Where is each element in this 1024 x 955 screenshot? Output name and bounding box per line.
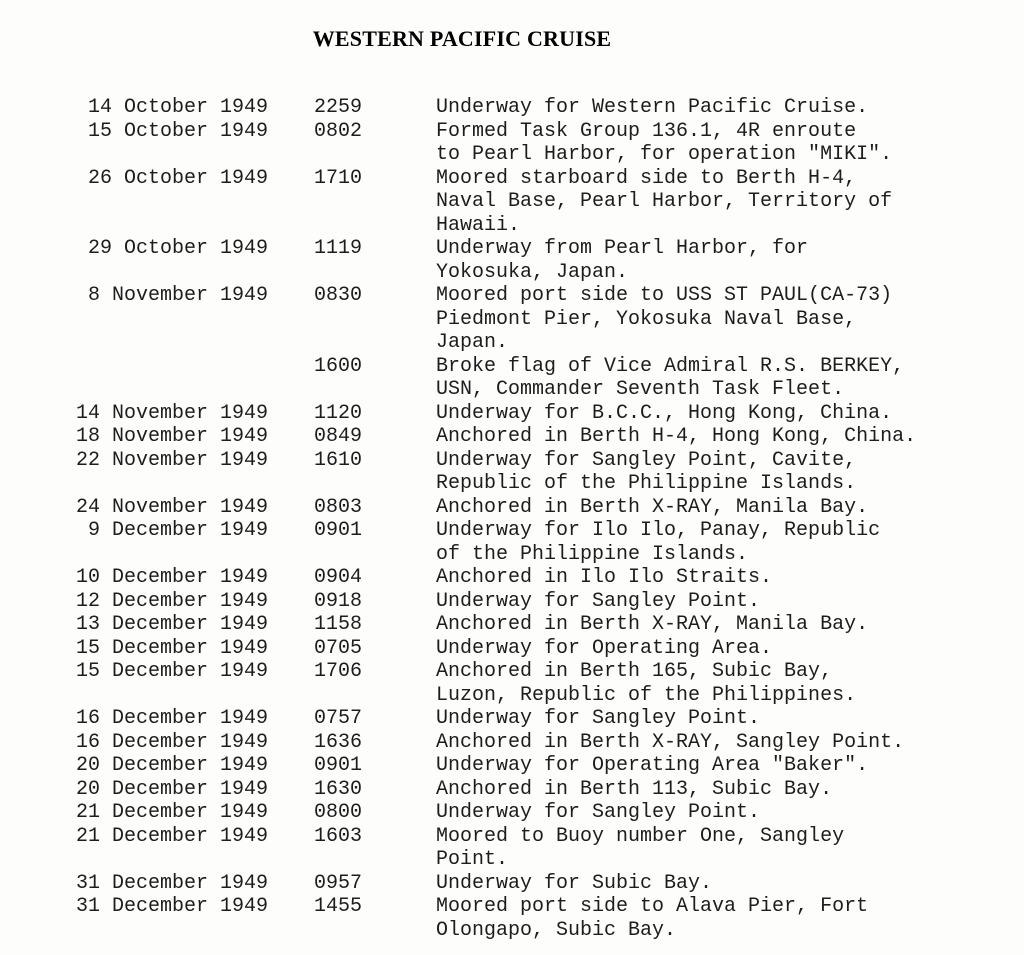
- entry-time: 2259: [313, 96, 362, 119]
- cruise-log: [0, 96, 1024, 942]
- entry-time: 1600: [313, 354, 362, 378]
- event-line: Formed Task Group 136.1, 4R enroute: [436, 119, 857, 143]
- entry-time: 1706: [313, 660, 362, 683]
- entry-time: 1636: [313, 730, 362, 754]
- entry-date: 21 December 1949: [75, 824, 268, 848]
- event-line: Underway from Pearl Harbor, for: [436, 237, 809, 260]
- entry-event: [436, 167, 996, 238]
- entry-date: 16 December 1949: [75, 707, 268, 730]
- entry-time: 0901: [313, 519, 362, 542]
- entry-event: [436, 519, 996, 566]
- log-entry: [0, 637, 1024, 661]
- entry-time: 0918: [313, 589, 362, 613]
- log-entry: [0, 449, 1024, 496]
- entry-event: [436, 449, 996, 496]
- event-line: Point.: [436, 848, 509, 871]
- event-line: Anchored in Berth X-RAY, Manila Bay.: [436, 495, 869, 519]
- log-entry: [0, 613, 1024, 637]
- entry-date: 14 November 1949: [75, 401, 268, 425]
- log-entry: [0, 167, 1024, 238]
- entry-event: [436, 355, 996, 402]
- event-line: of the Philippine Islands.: [436, 542, 749, 566]
- entry-date: 8 November 1949: [87, 284, 268, 307]
- event-line: Underway for Operating Area "Baker".: [436, 754, 869, 777]
- entry-event: [436, 425, 996, 449]
- event-line: Underway for Subic Bay.: [436, 871, 713, 895]
- entry-time: 1630: [313, 777, 362, 801]
- event-line: Luzon, Republic of the Philippines.: [436, 683, 857, 707]
- log-entry: [0, 731, 1024, 755]
- event-line: Anchored in Berth X-RAY, Sangley Point.: [436, 730, 905, 754]
- event-line: to Pearl Harbor, for operation "MIKI".: [436, 143, 893, 166]
- log-entry: [0, 96, 1024, 120]
- event-line: Yokosuka, Japan.: [436, 260, 629, 284]
- event-line: Underway for Operating Area.: [436, 636, 773, 660]
- entry-date: 29 October 1949: [87, 237, 268, 260]
- event-line: Olongapo, Subic Bay.: [436, 918, 677, 942]
- log-entry: [0, 825, 1024, 872]
- log-entry: [0, 872, 1024, 896]
- entry-date: 9 December 1949: [87, 519, 268, 542]
- event-line: Broke flag of Vice Admiral R.S. BERKEY,: [436, 354, 905, 378]
- log-entry: [0, 754, 1024, 778]
- log-entry: [0, 355, 1024, 402]
- event-line: Anchored in Ilo Ilo Straits.: [436, 566, 773, 589]
- log-entry: [0, 707, 1024, 731]
- event-line: Naval Base, Pearl Harbor, Territory of: [436, 190, 893, 213]
- entry-time: 1710: [313, 166, 362, 190]
- log-entry: [0, 895, 1024, 942]
- entry-date: 24 November 1949: [75, 495, 268, 519]
- entry-date: 18 November 1949: [75, 425, 268, 448]
- entry-date: 16 December 1949: [75, 730, 268, 754]
- entry-event: [436, 237, 996, 284]
- event-line: Underway for Sangley Point.: [436, 801, 761, 824]
- event-line: Republic of the Philippine Islands.: [436, 472, 857, 495]
- log-entry: [0, 590, 1024, 614]
- entry-date: 31 December 1949: [75, 871, 268, 895]
- entry-time: 0901: [313, 754, 362, 777]
- log-entry: [0, 496, 1024, 520]
- entry-date: 15 December 1949: [75, 636, 268, 660]
- page-title: WESTERN PACIFIC CRUISE: [312, 26, 612, 51]
- log-entry: [0, 801, 1024, 825]
- event-line: Anchored in Berth X-RAY, Manila Bay.: [436, 613, 869, 636]
- event-line: Anchored in Berth 165, Subic Bay,: [436, 660, 833, 683]
- entry-event: [436, 660, 996, 707]
- entry-time: 1603: [313, 824, 362, 848]
- log-entry: [0, 120, 1024, 167]
- entry-time: 1120: [313, 401, 362, 425]
- entry-time: 0757: [313, 707, 362, 730]
- event-line: Anchored in Berth H-4, Hong Kong, China.: [436, 425, 917, 448]
- entry-event: [436, 707, 996, 731]
- log-entry: [0, 660, 1024, 707]
- event-line: Moored to Buoy number One, Sangley: [436, 824, 845, 848]
- entry-event: [436, 754, 996, 778]
- log-entry: [0, 519, 1024, 566]
- event-line: USN, Commander Seventh Task Fleet.: [436, 378, 845, 401]
- event-line: Piedmont Pier, Yokosuka Naval Base,: [436, 307, 857, 331]
- entry-date: 31 December 1949: [75, 895, 268, 918]
- event-line: Underway for Sangley Point.: [436, 589, 761, 613]
- entry-date: 21 December 1949: [75, 801, 268, 824]
- entry-date: 15 December 1949: [75, 660, 268, 683]
- entry-time: 1119: [313, 237, 362, 260]
- entry-time: 0957: [313, 871, 362, 895]
- entry-event: [436, 96, 996, 120]
- entry-event: [436, 825, 996, 872]
- entry-date: 10 December 1949: [75, 566, 268, 589]
- log-entry: [0, 425, 1024, 449]
- entry-time: 0705: [313, 636, 362, 660]
- event-line: Japan.: [436, 331, 509, 354]
- log-entry: [0, 402, 1024, 426]
- entry-time: 0904: [313, 566, 362, 589]
- event-line: Underway for Western Pacific Cruise.: [436, 96, 869, 119]
- entry-date: 20 December 1949: [75, 754, 268, 777]
- entry-event: [436, 284, 996, 355]
- entry-time: 1610: [313, 448, 362, 472]
- event-line: Anchored in Berth 113, Subic Bay.: [436, 777, 833, 801]
- entry-event: [436, 637, 996, 661]
- entry-event: [436, 402, 996, 426]
- entry-time: 0800: [313, 801, 362, 824]
- entry-time: 1158: [313, 613, 362, 636]
- entry-date: 26 October 1949: [87, 166, 268, 190]
- entry-time: 0849: [313, 425, 362, 448]
- event-line: Underway for B.C.C., Hong Kong, China.: [436, 401, 893, 425]
- entry-event: [436, 120, 996, 167]
- event-line: Moored port side to Alava Pier, Fort: [436, 895, 869, 918]
- log-entry: [0, 284, 1024, 355]
- entry-event: [436, 496, 996, 520]
- entry-time: 0802: [313, 119, 362, 143]
- entry-event: [436, 590, 996, 614]
- log-entry: [0, 778, 1024, 802]
- entry-event: [436, 895, 996, 942]
- entry-date: 15 October 1949: [87, 119, 268, 143]
- event-line: Moored port side to USS ST PAUL(CA-73): [436, 284, 893, 307]
- event-line: Underway for Sangley Point, Cavite,: [436, 448, 857, 472]
- entry-date: 22 November 1949: [75, 448, 268, 472]
- entry-date: 14 October 1949: [87, 96, 268, 119]
- log-entry: [0, 237, 1024, 284]
- entry-time: 0803: [313, 495, 362, 519]
- entry-date: 13 December 1949: [75, 613, 268, 636]
- entry-date: 20 December 1949: [75, 777, 268, 801]
- event-line: Underway for Ilo Ilo, Panay, Republic: [436, 519, 881, 542]
- event-line: Hawaii.: [436, 213, 521, 237]
- entry-event: [436, 872, 996, 896]
- log-entry: [0, 566, 1024, 590]
- event-line: Underway for Sangley Point.: [436, 707, 761, 730]
- entry-time: 1455: [313, 895, 362, 918]
- entry-time: 0830: [313, 284, 362, 307]
- event-line: Moored starboard side to Berth H-4,: [436, 166, 857, 190]
- entry-event: [436, 613, 996, 637]
- entry-event: [436, 778, 996, 802]
- entry-event: [436, 801, 996, 825]
- entry-event: [436, 731, 996, 755]
- entry-event: [436, 566, 996, 590]
- entry-date: 12 December 1949: [75, 589, 268, 613]
